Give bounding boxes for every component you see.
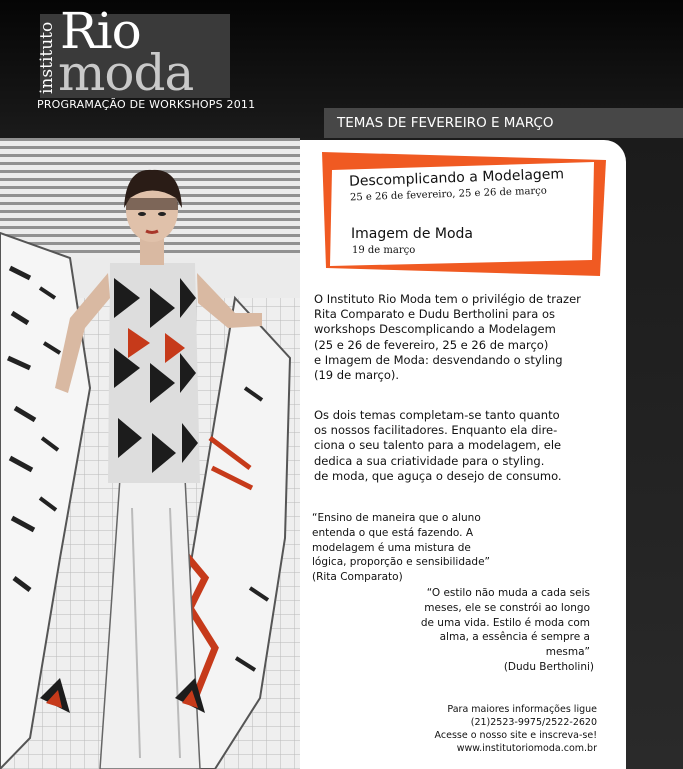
facilitators-paragraph [314,408,562,484]
intro-line: Rita Comparato e Dudu Bertholini para os [314,307,555,322]
event-dates-modelagem: 25 e 26 de fevereiro, 25 e 26 de março [349,185,548,204]
quote-line: entenda o que está fazendo. A [312,526,474,539]
intro-line: (25 e 26 de fevereiro, 25 e 26 de março) [314,337,549,352]
paragraph-line: de moda, que aguça o desejo de consumo. [314,468,562,483]
event-dates-imagem: 19 de março [352,245,416,256]
intro-line: O Instituto Rio Moda tem o privilégio de trazer [314,292,581,306]
contact-phones[interactable]: (21)2523-9975/2522-2620 [470,717,597,728]
paragraph-line: os nossos facilitadores. Enquanto ela dire- [314,423,558,438]
themes-heading: TEMAS DE FEVEREIRO E MARÇO [337,115,554,131]
quote-line: modelagem é uma mistura de [312,541,471,554]
quote-line: mesma” [545,646,590,659]
logo-instituto-text: instituto [37,21,57,94]
event-title-imagem: Imagem de Moda [351,226,473,242]
fashion-model-photo [0,138,300,769]
quote-dudu-bertholini [420,586,594,675]
quote-line: “O estilo não muda a cada seis [426,587,590,599]
quote-line: de uma vida. Estilo é moda com [420,616,590,629]
quote-author: (Rita Comparato) [312,571,403,584]
logo-rio-text: Rio [60,2,141,60]
workshops-subtitle: PROGRAMAÇÃO DE WORKSHOPS 2011 [37,98,256,111]
paragraph-line: ciona o seu talento para a modelagem, ele [314,438,562,453]
logo-moda-text: moda [58,44,194,102]
quote-line: meses, ele se constrói ao longo [424,601,590,614]
quote-author: (Dudu Bertholini) [503,660,594,673]
contact-info [435,703,597,755]
quote-line: alma, a essência é sempre a [439,631,590,644]
website-link[interactable]: www.institutoriomoda.com.br [456,743,597,754]
quote-line: lógica, proporção e sensibilidade” [312,556,490,569]
intro-paragraph [314,292,581,383]
intro-line: e Imagem de Moda: desvendando o styling [314,352,563,367]
quote-rita-comparato [312,511,490,585]
intro-line: workshops Descomplicando a Modelagem [314,322,556,337]
intro-line: (19 de março). [314,368,400,383]
paragraph-line: Os dois temas completam-se tanto quanto [314,408,560,422]
contact-line: Para maiores informações ligue [447,704,597,715]
quote-line: “Ensino de maneira que o aluno [312,512,481,524]
paragraph-line: dedica a sua criatividade para o styling. [314,453,545,468]
event-title-modelagem: Descomplicando a Modelagem [348,166,565,190]
contact-line: Acesse o nosso site e inscreva-se! [434,730,597,741]
